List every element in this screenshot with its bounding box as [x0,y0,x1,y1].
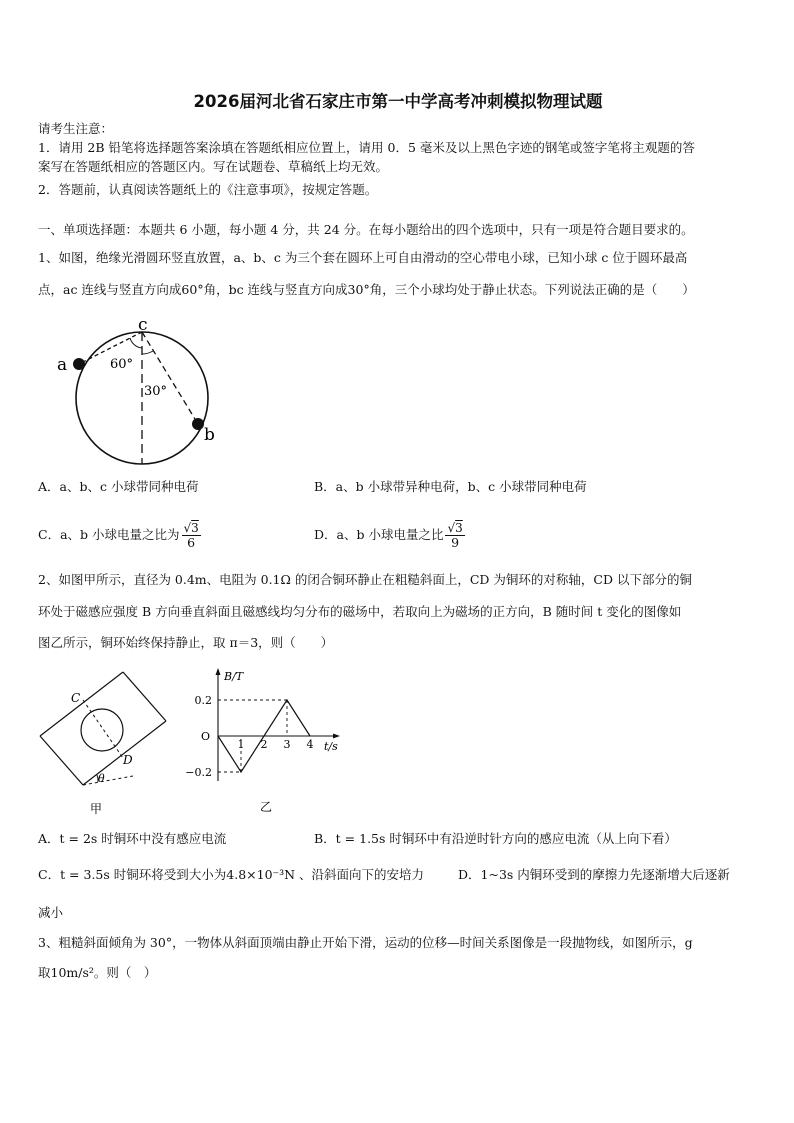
notice-heading: 请考生注意： [38,121,114,136]
label-D: D [123,753,133,767]
q2-option-d-line-1: D．1~3s 内铜环受到的摩擦力先逐渐增大后逐新 [458,867,730,882]
page-title: 2026届河北省石家庄市第一中学高考冲刺模拟物理试题 [193,92,603,111]
label-b: b [204,425,215,445]
plane-left-edge [40,736,83,785]
angle-60-arc [130,338,142,348]
q2-figure-jia [38,668,183,818]
x-tick-label-3: 3 [283,738,291,751]
x-tick-label-2: 2 [260,738,268,751]
q2-stem-line-3: 图乙所示，铜环始终保持静止，取 π＝3，则（ ） [38,635,334,650]
caption-yi: 乙 [260,800,273,814]
q2-option-c: C．t = 3.5s 时铜环将受到大小为4.8×10⁻³N 、沿斜面向下的安培力 [38,867,425,882]
x-axis-label: t/s [324,740,338,753]
q1-option-b: B．a、b 小球带异种电荷，b、c 小球带同种电荷 [314,479,587,494]
q2-stem-line-2: 环处于磁感应强度 B 方向垂直斜面且磁感线均匀分布的磁场中，若取向上为磁场的正方向，B 随时间 t 变化的图像如 [38,604,682,619]
q1-stem-line-2: 点，ac 连线与竖直方向成60°角，bc 连线与竖直方向成30°角，三个小球均处于静止状态。下列说法正确的是（ ） [38,282,695,297]
bc-line [142,332,198,424]
ball-b [192,418,204,430]
q2-option-b: B．t = 1.5s 时铜环中有沿逆时针方向的感应电流（从上向下看） [314,831,677,846]
y-axis-arrow [216,668,221,675]
q1-option-c [38,517,203,553]
q1-option-d [314,517,467,553]
y-tick-label-2: −0.2 [185,766,212,779]
y-axis-label: B/T [224,670,244,683]
label-theta: θ [98,772,105,785]
q1-option-d-fraction: $\frac{√3}{9}$ [447,521,463,550]
caption-jia: 甲 [90,802,103,816]
angle-60-label: 60° [110,357,134,372]
horizontal-reference-line [83,776,133,785]
notice-item-2: 2．答题前，认真阅读答题纸上的《注意事项》，按规定答题。 [38,182,378,197]
x-tick-label-1: 1 [237,738,245,751]
label-C: C [71,691,81,705]
y-tick-label-0: 0.2 [194,694,212,707]
origin-label: O [200,730,210,743]
notice-item-1-line-1: 1．请用 2B 铅笔将选择题答案涂填在答题纸相应位置上，请用 0．5 毫米及以上黑色字迹的钢笔或签字笔将主观题的答 [38,140,695,155]
section-1-heading: 一、单项选择题：本题共 6 小题，每小题 4 分，共 24 分。在每小题给出的四个选项中，只有一项是符合题目要求的。 [38,222,694,237]
q1-option-a: A．a、b、c 小球带同种电荷 [38,479,199,494]
angle-30-label: 30° [144,384,168,399]
q2-stem-line-1: 2、如图甲所示，直径为 0.4m、电阻为 0.1Ω 的闭合铜环静止在粗糙斜面上，CD 为铜环的对称轴，CD 以下部分的铜 [38,572,692,587]
q2-option-a: A．t = 2s 时铜环中没有感应电流 [38,831,227,846]
q1-ring-figure [50,316,250,471]
q2-figure-yi-chart [185,666,348,821]
q3-stem-line-1: 3、粗糙斜面倾角为 30°，一物体从斜面顶端由静止开始下滑，运动的位移—时间关系图像是一段抛物线，如图所示，g [38,935,693,950]
q1-stem-line-1: 1、如图，绝缘光滑圆环竖直放置，a、b、c 为三个套在圆环上可自由滑动的空心带电小球，已知小球 c 位于圆环最高 [38,250,688,265]
plane-right-edge [123,672,166,721]
x-tick-label-4: 4 [306,738,314,751]
x-axis-arrow [333,734,340,739]
copper-ring [81,709,123,751]
label-c: c [138,315,148,335]
ball-a [73,358,85,370]
q3-stem-line-2: 取10m/s²。则（ ） [38,965,157,980]
q1-option-c-text: C．a、b 小球电量之比为 [38,527,180,542]
q1-option-d-text: D．a、b 小球电量之比 [314,527,444,542]
notice-item-1-line-2: 案写在答题纸相应的答题区内。写在试题卷、草稿纸上均无效。 [38,159,389,174]
angle-30-arc [142,351,153,354]
q1-option-c-fraction: $\frac{√3}{6}$ [183,521,199,550]
q2-option-d-line-2: 减小 [38,905,64,920]
label-a: a [57,355,68,375]
